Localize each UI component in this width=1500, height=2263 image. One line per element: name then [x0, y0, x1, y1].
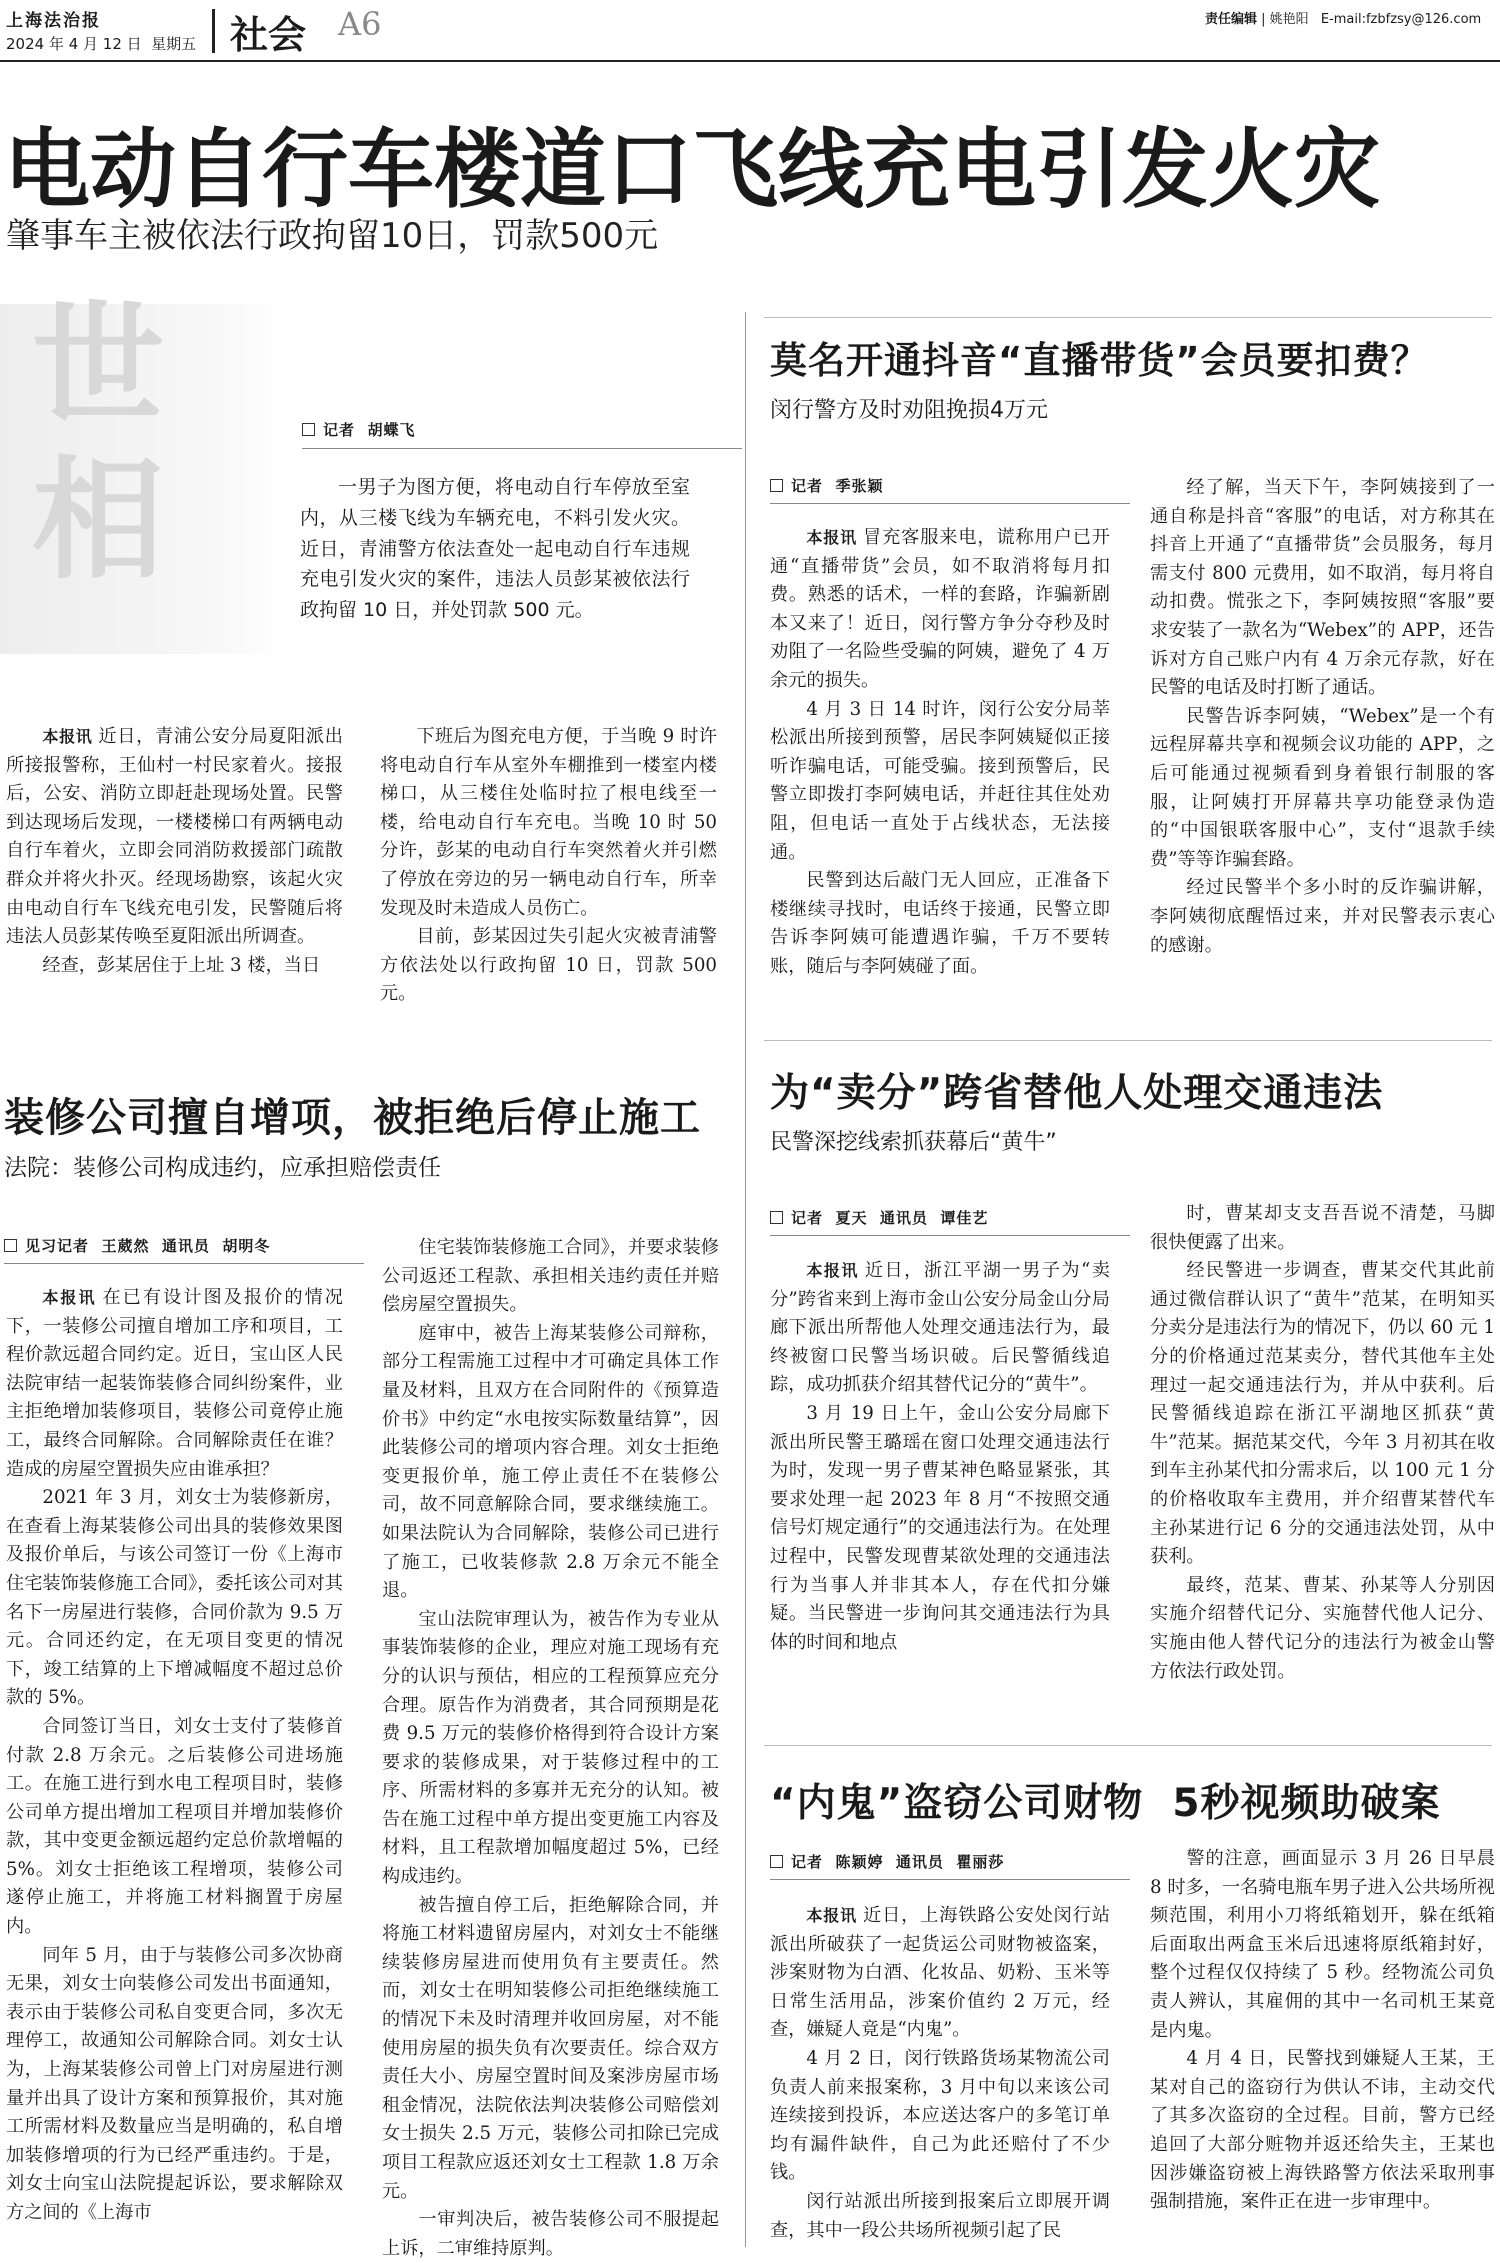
byline-box-icon: [770, 479, 783, 492]
lead-label: 本报讯: [42, 727, 93, 746]
lead-byline-rule: [302, 448, 742, 449]
douyin-byline-rule: [770, 503, 1130, 504]
renovation-lead-label: 本报讯: [42, 1288, 97, 1307]
lead-summary: 一男子为图方便，将电动自行车停放至室内，从三楼飞线为车辆充电，不料引发火灾。近日，青浦警方依法查处一起电动自行车违规充电引发火灾的案件，违法人员彭某被依法行政拘留 10 日，并处罚款 500 元。: [300, 476, 690, 622]
lead-byline-text: 记者 胡蝶飞: [323, 421, 416, 439]
points-byline: [770, 1206, 988, 1230]
points-col1-p2: 3 月 19 日上午，金山公安分局廊下派出所民警王璐瑶在窗口处理交通违法行为时，发现一男子曹某神色略显紧张，其要求处理一起 2023 年 8 月“不按照交通信号灯规定通行”的交通违法行为。在处理过程中，民警发现曹某欲处理的交通违法行为当事人并非其本人，存在代扣分嫌疑。当民警进一步询问其交通违法行为具体的时间和地点: [770, 1402, 1110, 1653]
points-byline-text: 记者 夏天 通讯员 谭佳艺: [791, 1209, 989, 1227]
renovation-headline: 装修公司擅自增项，被拒绝后停止施工: [4, 1095, 701, 1141]
theft-col2: [1150, 1845, 1495, 2217]
theft-col1-p2: 4 月 2 日，闵行铁路货场某物流公司负责人前来报案称，3 月中旬以来该公司连续接到投诉，本应送达客户的多笔订单均有漏件缺件，自己为此还赔付了不少钱。: [770, 2047, 1110, 2184]
renovation-col1-p1-text: 在已有设计图及报价的情况下，一装修公司擅自增加工序和项目，工程价款远超合同约定。近日，宝山区人民法院审结一起装饰装修合同纠纷案件，业主拒绝增加装修项目，装修公司竟停止施工，最终合同解除。合同解除责任在谁？造成的房屋空置损失应由谁承担？: [6, 1287, 343, 1480]
lead-col1-p2: 经查，彭某居住于上址 3 楼，当日: [42, 954, 321, 976]
douyin-col1-p3: 民警到达后敲门无人回应，正准备下楼继续寻找时，电话终于接通，民警立即告诉李阿姨可能遭遇诈骗，千万不要转账，随后与李阿姨碰了面。: [770, 870, 1110, 977]
byline-box-icon: [302, 423, 315, 436]
douyin-col1-p2: 4 月 3 日 14 时许，闵行公安分局莘松派出所接到预警，居民李阿姨疑似正接听诈骗电话，可能受骗。接到预警后，民警立即拨打李阿姨电话，并赶往其住处劝阻，但电话一直处于占线状态，无法接通。: [770, 698, 1110, 863]
lead-col2-p2: 目前，彭某因过失引起火灾被青浦警方依法处以行政拘留 10 日，罚款 500 元。: [380, 926, 717, 1005]
douyin-headline: 莫名开通抖音“直播带货”会员要扣费？: [770, 339, 1429, 382]
points-byline-rule: [770, 1235, 1130, 1236]
column-mark: 世相: [32, 288, 164, 598]
editor-name: 姚艳阳: [1269, 12, 1309, 27]
masthead: [0, 0, 1500, 62]
points-col2-p3: 最终，范某、曹某、孙某等人分别因实施介绍替代记分、实施替代他人记分、实施由他人替代记分的违法行为被金山警方依法行政处罚。: [1150, 1574, 1495, 1682]
points-col1-p1-text: 近日，浙江平湖一男子为“卖分”跨省来到上海市金山公安分局金山分局廊下派出所帮他人处理交通违法行为，最终被窗口民警当场识破。后民警循线追踪，成功抓获介绍其替代记分的“黄牛”。: [770, 1260, 1110, 1396]
renovation-col1-p4: 同年 5 月，由于与装修公司多次协商无果，刘女士向装修公司发出书面通知，表示由于装修公司私自变更合同，多次无理停工，故通知公司解除合同。刘女士认为，上海某装修公司曾上门对房屋进行测量并出具了设计方案和预算报价，其对施工所需材料及数量应当是明确的，私自增加装修增项的行为已经严重违约。于是，刘女士向宝山法院提起诉讼，要求解除双方之间的《上海市: [6, 1944, 343, 2223]
renovation-subheadline: 法院：装修公司构成违约，应承担赔偿责任: [4, 1155, 441, 1181]
byline-box-icon: [770, 1855, 783, 1868]
points-lead-label: 本报讯: [806, 1261, 859, 1280]
points-col2-p1: 时，曹某却支支吾吾说不清楚，马脚很快便露了出来。: [1150, 1203, 1495, 1253]
page-column-divider: [745, 312, 746, 2247]
lead-subheadline: 肇事车主被依法行政拘留10日，罚款500元: [6, 216, 659, 256]
douyin-col1: [770, 524, 1110, 982]
points-col1-p1: [770, 1257, 1110, 1400]
renovation-col2-p5: 一审判决后，被告装修公司不服提起上诉，二审维持原判。: [382, 2209, 719, 2259]
byline-box-icon: [770, 1211, 783, 1224]
editor-email: E-mail:fzbfzsy@126.com: [1320, 12, 1482, 27]
theft-head-rule: [764, 1745, 1492, 1746]
theft-col2-p1: 警的注意，画面显示 3 月 26 日早晨 8 时多，一名骑电瓶车男子进入公共场所视频范围，利用小刀将纸箱划开，躲在纸箱后面取出两盒玉米后迅速将原纸箱封好，整个过程仅仅持续了 5 秒。经物流公司负责人辨认，其雇佣的其中一名司机王某竟是内鬼。: [1150, 1848, 1495, 2041]
paper-name: 上海法治报: [6, 11, 101, 31]
douyin-col2-p3: 经过民警半个多小时的反诈骗讲解，李阿姨彻底醒悟过来，并对民警表示衷心的感谢。: [1150, 877, 1495, 956]
lead-col1-p1-text: 近日，青浦公安分局夏阳派出所接报警称，王仙村一村民家着火。接报后，公安、消防立即赶赴现场处置。民警到达现场后发现，一楼楼梯口有两辆电动自行车着火，立即会同消防救援部门疏散群众并将火扑灭。经现场勘察，该起火灾由电动自行车飞线充电引发，民警随后将违法人员彭某传唤至夏阳派出所调查。: [6, 726, 343, 948]
douyin-head-rule: [764, 317, 1492, 318]
renovation-col1-p3: 合同签订当日，刘女士支付了装修首付款 2.8 万余元。之后装修公司进场施工。在施工进行到水电工程项目时，装修公司单方提出增加工程项目并增加装修价款，其中变更金额远超约定总价款增幅的 5%。刘女士拒绝该工程增项，装修公司遂停止施工，并将施工材料搁置于房屋内。: [6, 1715, 343, 1938]
douyin-col2-p1: 经了解，当天下午，李阿姨接到了一通自称是抖音“客服”的电话，对方称其在抖音上开通了“直播带货”会员服务，每月需支付 800 元费用，如不取消，每月将自动扣费。慌张之下，李阿姨按照“客服”要求安装了一款名为“Webex”的 APP，还告诉对方自己账户内有 4 万余元存款，好在民警的电话及时打断了通话。: [1150, 477, 1495, 699]
renovation-col2-p1: 住宅装饰装修施工合同》，并要求装修公司返还工程款、承担相关违约责任并赔偿房屋空置损失。: [382, 1237, 719, 1316]
points-head-rule: [764, 1040, 1492, 1041]
douyin-byline-text: 记者 季张颖: [791, 477, 884, 495]
douyin-col1-p1-text: 冒充客服来电，谎称用户已开通“直播带货”会员，如不取消将每月扣费。熟悉的话术，一样的套路，诈骗新剧本又来了！近日，闵行警方争分夺秒及时劝阻了一名险些受骗的阿姨，避免了 4 万余元的损失。: [770, 527, 1110, 691]
points-col1: [770, 1257, 1110, 1657]
points-col2: [1150, 1200, 1495, 1686]
lead-col1-p1: [6, 723, 343, 952]
lead-byline: [302, 418, 415, 442]
renovation-col1-p2: 2021 年 3 月，刘女士为装修新房，在查看上海某装修公司出具的装修效果图及报价单后，与该公司签订一份《上海市住宅装饰装修施工合同》，委托该公司对其名下一房屋进行装修，合同价款为 9.5 万元。合同还约定，在无项目变更的情况下，竣工结算的上下增减幅度不超过总价款的 5%。: [6, 1487, 343, 1709]
renovation-col1-p1: [6, 1284, 343, 1484]
douyin-col1-p1: [770, 524, 1110, 696]
douyin-subheadline: 闵行警方及时劝阻挽损4万元: [770, 398, 1048, 423]
douyin-lead-label: 本报讯: [806, 528, 858, 547]
points-subheadline: 民警深挖线索抓获幕后“黄牛”: [770, 1130, 1057, 1155]
renovation-col2: [382, 1234, 719, 2263]
renovation-col2-p4: 被告擅自停工后，拒绝解除合同，并将施工材料遗留房屋内，对刘女士不能继续装修房屋进而使用负有主要责任。然而，刘女士在明知装修公司拒绝继续施工的情况下未及时清理并收回房屋，对不能使用房屋的损失负有次要责任。综合双方责任大小、房屋空置时间及案涉房屋市场租金情况，法院依法判决装修公司赔偿刘女士损失 2.5 万元，装修公司扣除已完成项目工程款应返还刘女士工程款 1.8 万余元。: [382, 1894, 719, 2202]
editor-info: [1205, 8, 1481, 27]
theft-col1-p1-text: 近日，上海铁路公安处闵行站派出所破获了一起货运公司财物被盗案，涉案财物为白酒、化妆品、奶粉、玉米等日常生活用品，涉案价值约 2 万元，经查，嫌疑人竟是“内鬼”。: [770, 1905, 1110, 2041]
renovation-col2-p3: 宝山法院审理认为，被告作为专业从事装饰装修的企业，理应对施工现场有充分的认识与预估，相应的工程预算应充分合理。原告作为消费者，其合同预期是花费 9.5 万元的装修价格得到符合设计方案要求的装修成果，对于装修过程中的工序、所需材料的多寡并无充分的认知。被告在施工过程中单方提出变更施工内容及材料，且工程款增加幅度超过 5%，已经构成违约。: [382, 1608, 719, 1888]
douyin-byline: [770, 474, 883, 498]
theft-byline: [770, 1850, 1004, 1874]
lead-col2: [380, 723, 717, 1009]
points-col2-p2: 经民警进一步调查，曹某交代其此前通过微信群认识了“黄牛”范某，在明知买分卖分是违法行为的情况下，仍以 60 元 1 分的价格通过范某卖分，替代其他车主处理过一起交通违法行为，并从中获利。后民警循线追踪在浙江平湖地区抓获“黄牛”范某。据范某交代，今年 3 月初其在收到车主孙某代扣分需求后，以 100 元 1 分的价格收取车主费用，并介绍曹某替代车主孙某进行记 6 分的交通违法处罚，从中获利。: [1150, 1260, 1495, 1568]
issue-date: 2024 年 4 月 12 日 星期五: [6, 35, 197, 53]
douyin-col2: [1150, 474, 1495, 960]
theft-col1-p1: [770, 1902, 1110, 2045]
masthead-divider: [212, 9, 215, 53]
byline-box-icon: [4, 1239, 17, 1252]
theft-byline-rule: [770, 1879, 1130, 1880]
lead-col2-p1: 下班后为图充电方便，于当晚 9 时许将电动自行车从室外车棚推到一楼室内楼梯口，从三楼住处临时拉了根电线至一楼，给电动自行车充电。当晚 10 时 50 分许，彭某的电动自行车突然着火并引燃了停放在旁边的另一辆电动自行车，所幸发现及时未造成人员伤亡。: [380, 726, 717, 919]
theft-col1-p3: 闵行站派出所接到报案后立即展开调查，其中一段公共场所视频引起了民: [770, 2190, 1110, 2241]
renovation-byline: [4, 1234, 270, 1258]
editor-separator: |: [1261, 12, 1270, 27]
renovation-col2-p2: 庭审中，被告上海某装修公司辩称，部分工程需施工过程中才可确定具体工作量及材料，且双方在合同附件的《预算造价书》中约定“水电按实际数量结算”，因此装修公司的增项内容合理。刘女士拒绝变更报价单，施工停止责任不在装修公司，故不同意解除合同，要求继续施工。如果法院认为合同解除，装修公司已进行了施工，已收装修款 2.8 万余元不能全退。: [382, 1322, 719, 1602]
renovation-col1: [6, 1284, 343, 2228]
editor-label: 责任编辑: [1205, 12, 1258, 27]
theft-col1: [770, 1902, 1110, 2245]
lead-col1: [6, 723, 343, 980]
theft-headline: “内鬼”盗窃公司财物 5秒视频助破案: [770, 1781, 1441, 1826]
theft-col2-p2: 4 月 4 日，民警找到嫌疑人王某，王某对自己的盗窃行为供认不讳，主动交代了其多次盗窃的全过程。目前，警方已经追回了大部分赃物并返还给失主，王某也因涉嫌盗窃被上海铁路警方依法采取刑事强制措施，案件正在进一步审理中。: [1150, 2048, 1495, 2213]
section-name: 社会: [230, 13, 307, 57]
renovation-byline-text: 见习记者 王葳然 通讯员 胡明冬: [25, 1237, 271, 1255]
lead-headline: 电动自行车楼道口飞线充电引发火灾: [4, 120, 1380, 220]
theft-lead-label: 本报讯: [806, 1906, 858, 1925]
renovation-byline-rule: [4, 1263, 364, 1264]
page-number: A6: [338, 5, 382, 43]
masthead-rule: [0, 60, 1500, 62]
points-headline: 为“卖分”跨省替他人处理交通违法: [770, 1071, 1384, 1116]
douyin-col2-p2: 民警告诉李阿姨，“Webex”是一个有远程屏幕共享和视频会议功能的 APP，之后可能通过视频看到身着银行制服的客服，让阿姨打开屏幕共享功能登录伪造的“中国银联客服中心”，支付“退款手续费”等等诈骗套路。: [1150, 705, 1495, 870]
theft-byline-text: 记者 陈颖婷 通讯员 瞿丽莎: [791, 1853, 1005, 1871]
